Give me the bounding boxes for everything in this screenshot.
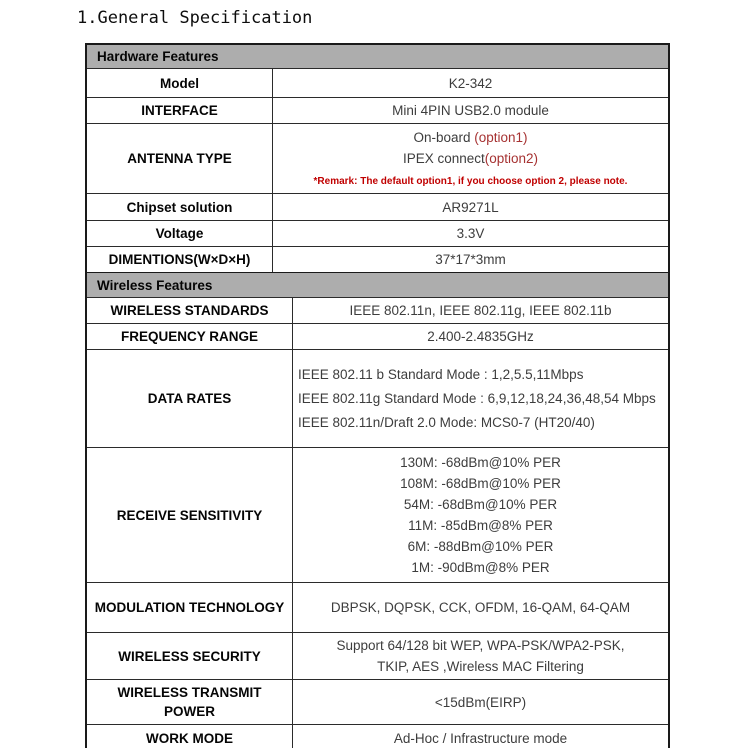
row-value-data-rates: [293, 350, 668, 447]
row-label-work-mode: WORK MODE: [87, 725, 293, 748]
section-header-wireless: Wireless Features: [87, 272, 668, 297]
spec-row-data-rates: [87, 349, 668, 447]
spec-row-interface: [87, 97, 668, 123]
value-text: 11M: -85dBm@8% PER: [408, 518, 553, 533]
value-line: [276, 197, 665, 218]
value-text: Mini 4PIN USB2.0 module: [392, 103, 549, 118]
row-label-frequency-range: FREQUENCY RANGE: [87, 324, 293, 349]
value-line: [276, 127, 665, 148]
value-text: IEEE 802.11 b Standard Mode : 1,2,5.5,11Mbps: [298, 366, 584, 382]
value-text-red: (option1): [474, 130, 528, 145]
row-label-wireless-security: WIRELESS SECURITY: [87, 633, 293, 679]
specification-table: [85, 43, 670, 748]
row-value-receive-sensitivity: [293, 448, 668, 582]
row-value-dimensions: [273, 247, 668, 272]
spec-row-chipset-solution: [87, 193, 668, 220]
row-label-interface: INTERFACE: [87, 98, 273, 123]
page-title: 1.General Specification: [77, 8, 313, 28]
value-line: [296, 515, 665, 536]
row-value-wireless-transmit-power: [293, 680, 668, 724]
row-value-frequency-range: [293, 324, 668, 349]
value-line: [296, 452, 665, 473]
row-value-antenna-type: [273, 124, 668, 193]
row-label-dimensions: DIMENTIONS(W×D×H): [87, 247, 273, 272]
value-text: IPEX connect: [402, 151, 485, 166]
row-value-model: [273, 69, 668, 97]
value-text: 37*17*3mm: [435, 252, 506, 267]
value-text: IEEE 802.11n/Draft 2.0 Mode: MCS0-7 (HT20/40): [298, 414, 595, 430]
value-text: <15dBm(EIRP): [434, 694, 527, 710]
row-label-antenna-type: ANTENNA TYPE: [87, 124, 273, 193]
value-text: IEEE 802.11n, IEEE 802.11g, IEEE 802.11b: [349, 303, 612, 318]
value-text: 130M: -68dBm@10% PER: [400, 455, 561, 470]
spec-row-frequency-range: [87, 323, 668, 349]
value-line: [296, 300, 665, 321]
value-line: [298, 363, 665, 387]
value-line: [296, 728, 665, 748]
spec-row-wireless-transmit-power: [87, 679, 668, 724]
value-text-remark: *Remark: The default option1, if you choose option 2, please note.: [313, 176, 628, 187]
spec-row-receive-sensitivity: [87, 447, 668, 582]
value-text: 2.400-2.4835GHz: [427, 329, 534, 344]
spec-row-wireless-standards: [87, 297, 668, 323]
value-text: On-board: [413, 130, 475, 145]
value-line: [296, 635, 665, 656]
spec-row-wireless-security: [87, 632, 668, 679]
value-line: [298, 411, 665, 435]
row-value-interface: [273, 98, 668, 123]
value-line: [276, 223, 665, 244]
spec-row-antenna-type: [87, 123, 668, 193]
spec-row-work-mode: [87, 724, 668, 748]
value-line: [276, 73, 665, 94]
value-text: 108M: -68dBm@10% PER: [400, 476, 561, 491]
row-label-voltage: Voltage: [87, 221, 273, 246]
value-line: [298, 387, 665, 411]
value-text: K2-342: [448, 75, 493, 91]
spec-row-voltage: [87, 220, 668, 246]
row-label-model: Model: [87, 69, 273, 97]
row-label-wireless-standards: WIRELESS STANDARDS: [87, 298, 293, 323]
row-value-wireless-standards: [293, 298, 668, 323]
row-value-voltage: [273, 221, 668, 246]
value-line: [296, 473, 665, 494]
row-value-modulation-technology: [293, 583, 668, 632]
section-header-hardware: Hardware Features: [87, 45, 668, 68]
value-line: [296, 692, 665, 713]
value-text: 3.3V: [456, 226, 485, 241]
value-text: DBPSK, DQPSK, CCK, OFDM, 16-QAM, 64-QAM: [330, 600, 631, 615]
row-label-wireless-transmit-power: WIRELESS TRANSMIT POWER: [87, 680, 293, 724]
value-line: [296, 597, 665, 618]
value-text: AR9271L: [442, 199, 499, 215]
value-text: Ad-Hoc / Infrastructure mode: [393, 730, 568, 746]
value-line: [296, 326, 665, 347]
value-line: [296, 656, 665, 677]
value-text: Support 64/128 bit WEP, WPA-PSK/WPA2-PSK,: [336, 638, 625, 653]
value-text: 6M: -88dBm@10% PER: [407, 539, 554, 554]
row-label-data-rates: DATA RATES: [87, 350, 293, 447]
value-text-red: (option2): [484, 151, 539, 166]
value-text: TKIP, AES ,Wireless MAC Filtering: [377, 659, 584, 674]
spec-row-model: [87, 68, 668, 97]
value-line: [296, 557, 665, 578]
row-value-wireless-security: [293, 633, 668, 679]
value-text: IEEE 802.11g Standard Mode : 6,9,12,18,24,36,48,54 Mbps: [298, 390, 656, 406]
value-text: 54M: -68dBm@10% PER: [403, 497, 558, 512]
value-line: [276, 100, 665, 121]
value-line: [296, 536, 665, 557]
row-label-modulation-technology: MODULATION TECHNOLOGY: [87, 583, 293, 632]
spec-row-modulation-technology: [87, 582, 668, 632]
row-label-receive-sensitivity: RECEIVE SENSITIVITY: [87, 448, 293, 582]
value-line: [276, 148, 665, 169]
value-text: 1M: -90dBm@8% PER: [411, 560, 550, 575]
value-line: [276, 249, 665, 270]
row-label-chipset-solution: Chipset solution: [87, 194, 273, 220]
value-line: [296, 494, 665, 515]
spec-row-dimensions: [87, 246, 668, 272]
row-value-chipset-solution: [273, 194, 668, 220]
value-line: [276, 169, 665, 190]
row-value-work-mode: [293, 725, 668, 748]
